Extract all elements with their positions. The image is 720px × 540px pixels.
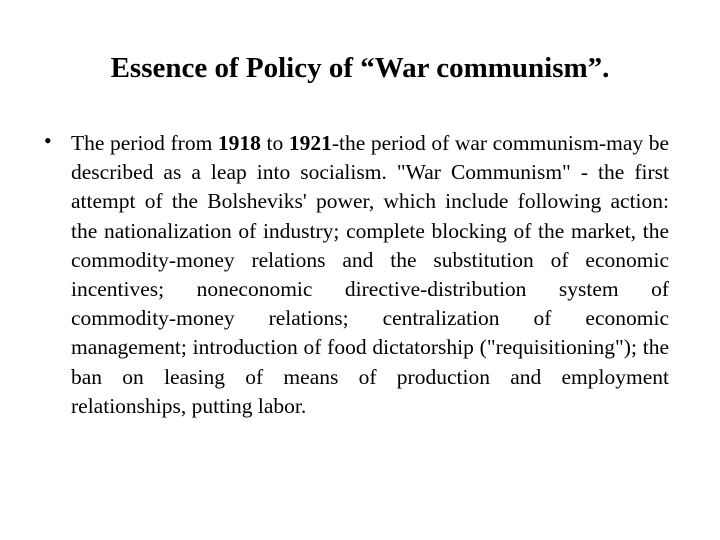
slide-title: Essence of Policy of “War communism”. <box>110 52 610 84</box>
year-end: 1921 <box>288 131 332 155</box>
bullet-paragraph <box>71 129 669 421</box>
paragraph-text-3: -the period of war communism-may be described as a leap into socialism. "War Communism" - the first attempt of the Bolsheviks' power, which include following action: the nationalization of industry; complete blocking of the market, the commodity-money relations and the substitution of economic incentives; noneconomic directive-distribution system of commodity-money relations; centralization of economic management; introduction of food dictatorship ("requisitioning"); the ban on leasing of means of production and employment relationships, putting labor. <box>71 131 669 418</box>
paragraph-text-2: to <box>260 131 289 155</box>
paragraph-text-1: The period from <box>71 131 218 155</box>
bullet-marker: • <box>44 128 52 153</box>
year-start: 1918 <box>217 131 261 155</box>
